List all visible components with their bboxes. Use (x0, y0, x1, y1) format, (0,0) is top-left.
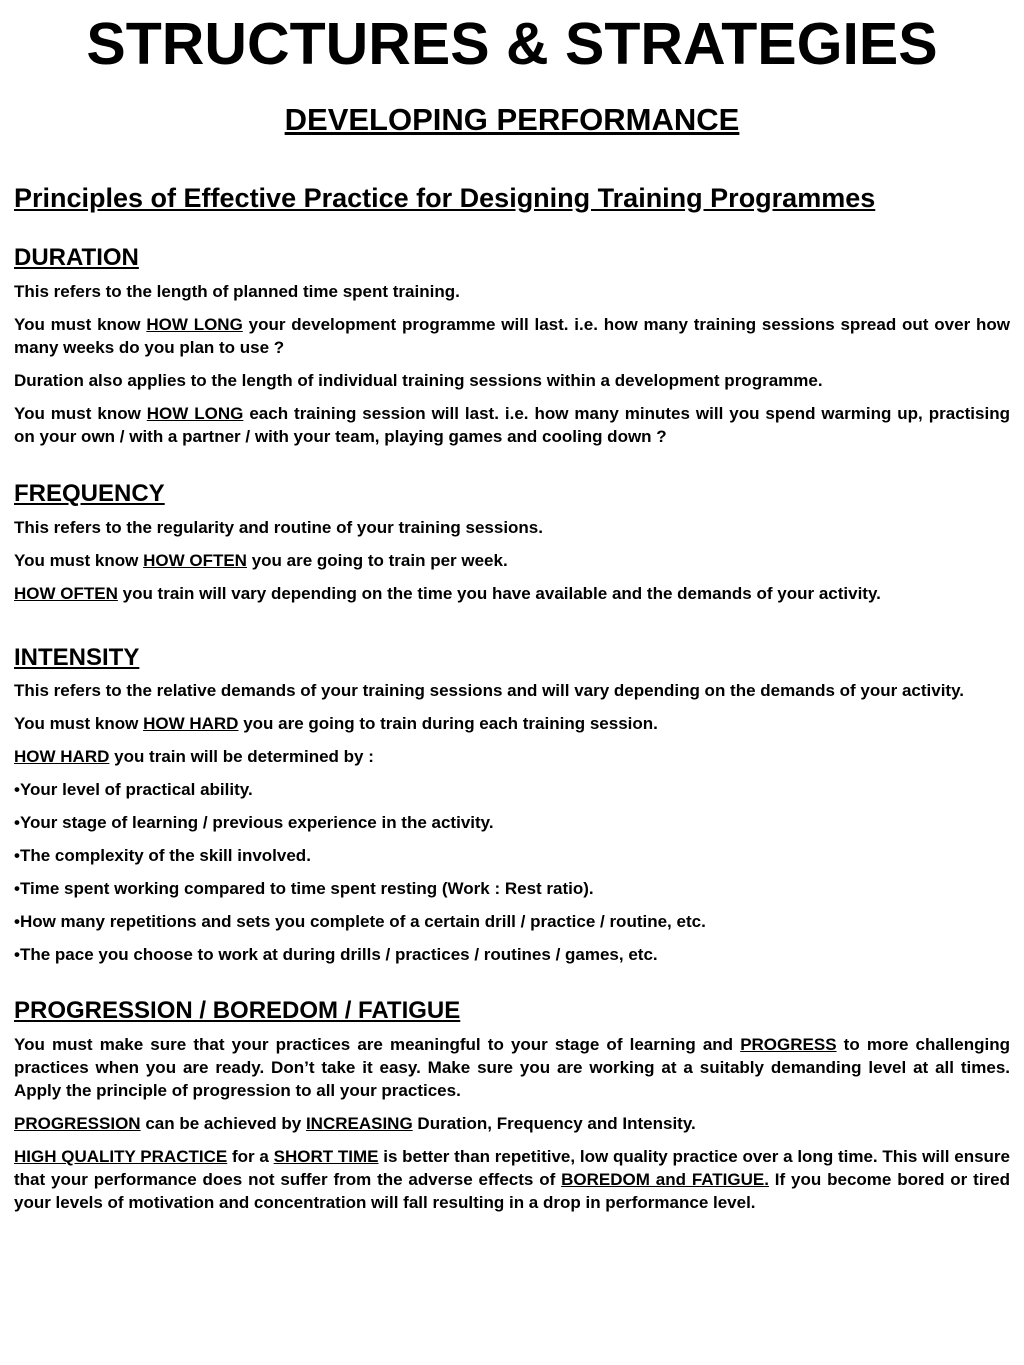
progression-heading: PROGRESSION / BOREDOM / FATIGUE (14, 997, 461, 1025)
intensity-bullet: •The complexity of the skill involved. (14, 846, 311, 866)
short-time-emphasis: SHORT TIME (273, 1147, 379, 1167)
frequency-paragraph-2: You must know HOW OFTEN you are going to train per week. (14, 550, 508, 570)
section-progression (14, 997, 1010, 1214)
intensity-bullet: •How many repetitions and sets you complete of a certain drill / practice / routine, etc. (14, 912, 706, 932)
how-hard-emphasis: HOW HARD (14, 747, 110, 767)
duration-heading: DURATION (14, 244, 139, 272)
progression-paragraph-1: You must make sure that your practices are meaningful to your stage of learning and PROGRESS to more challenging practices when you are ready. Don’t take it easy. Make sure you are working at a suitably demanding level at all times. Apply the principle of progression to all your practices. (14, 1035, 1010, 1101)
duration-paragraph-3: Duration also applies to the length of individual training sessions within a development programme. (14, 370, 823, 390)
intensity-paragraph-2: You must know HOW HARD you are going to train during each training session. (14, 714, 658, 734)
progression-emphasis: PROGRESSION (14, 1114, 141, 1134)
frequency-paragraph-3: HOW OFTEN you train will vary depending on the time you have available and the demands of your activity. (14, 583, 881, 603)
progression-paragraph-3: HIGH QUALITY PRACTICE for a SHORT TIME is better than repetitive, low quality practice over a long time. This will ensure that your performance does not suffer from the adverse effects of BOREDOM and FATIGUE. If you become bored or tired your levels of motivation and concentration will fall resulting in a drop in performance level. (14, 1147, 1010, 1213)
how-long-emphasis: HOW LONG (146, 403, 244, 423)
page-subtitle: DEVELOPING PERFORMANCE (284, 102, 740, 137)
intensity-heading: INTENSITY (14, 643, 140, 671)
section-duration (14, 244, 1010, 448)
frequency-heading: FREQUENCY (14, 479, 165, 507)
intensity-paragraph-3: HOW HARD you train will be determined by : (14, 747, 374, 767)
how-long-emphasis: HOW LONG (146, 314, 243, 334)
progression-paragraph-2: PROGRESSION can be achieved by INCREASING Duration, Frequency and Intensity. (14, 1114, 696, 1134)
how-often-emphasis: HOW OFTEN (14, 583, 118, 603)
high-quality-practice-emphasis: HIGH QUALITY PRACTICE (14, 1147, 228, 1167)
how-hard-emphasis: HOW HARD (143, 714, 239, 734)
principles-heading: Principles of Effective Practice for Designing Training Programmes (14, 182, 876, 213)
progress-emphasis: PROGRESS (740, 1035, 837, 1055)
document-page (14, 0, 1010, 1214)
intensity-bullet: •The pace you choose to work at during drills / practices / routines / games, etc. (14, 945, 658, 965)
how-often-emphasis: HOW OFTEN (143, 550, 247, 570)
duration-paragraph-2: You must know HOW LONG your development programme will last. i.e. how many training sessions spread out over how many weeks do you plan to use ? (14, 314, 1010, 357)
intensity-bullet: •Time spent working compared to time spent resting (Work : Rest ratio). (14, 879, 594, 899)
frequency-paragraph-1: This refers to the regularity and routine of your training sessions. (14, 517, 543, 537)
intensity-paragraph-1: This refers to the relative demands of your training sessions and will vary depending on the demands of your activity. (14, 681, 965, 701)
intensity-bullet: •Your stage of learning / previous experience in the activity. (14, 813, 494, 833)
section-frequency (14, 480, 1010, 605)
boredom-fatigue-emphasis: BOREDOM and FATIGUE. (561, 1170, 769, 1190)
duration-paragraph-4: You must know HOW LONG each training session will last. i.e. how many minutes will you spend warming up, practising on your own / with a partner / with your team, playing games and cooling down ? (14, 403, 1010, 446)
duration-paragraph-1: This refers to the length of planned time spent training. (14, 281, 460, 301)
section-intensity (14, 644, 1010, 967)
increasing-emphasis: INCREASING (305, 1114, 413, 1134)
page-title: STRUCTURES & STRATEGIES (86, 11, 938, 77)
intensity-bullet: •Your level of practical ability. (14, 780, 253, 800)
